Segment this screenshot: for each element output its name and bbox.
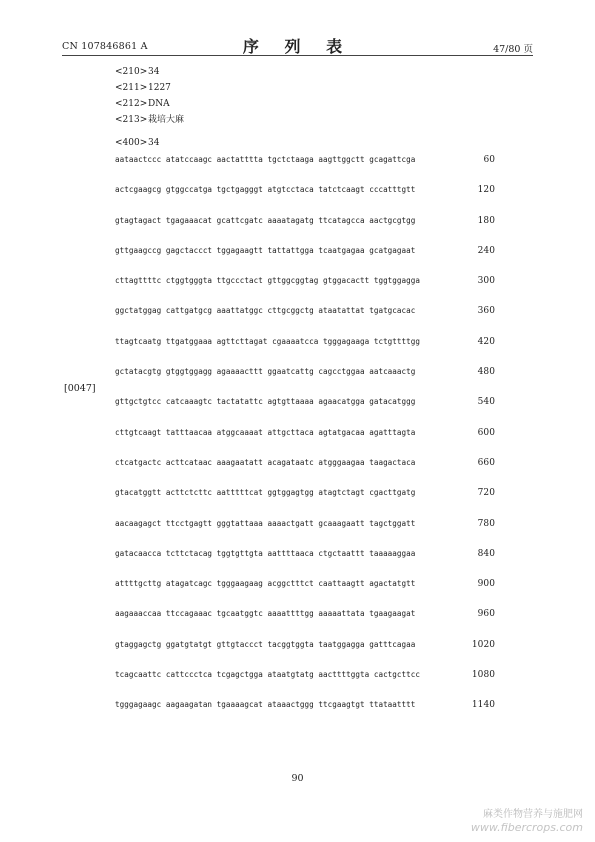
seq-code: <400> [115,138,148,148]
sequence-row [115,549,495,579]
sequence-position: 180 [477,215,495,226]
seq-id: 34 [148,138,160,148]
watermark-url: www.fibercrops.com [470,821,583,834]
sequence-row [115,397,495,427]
meta-row [115,112,184,128]
sequence-position: 120 [477,185,495,196]
sequence-row [115,640,495,670]
sequence-text: gtacatggtt acttctcttc aatttttcat ggtggagtgg atagtctagt cgacttgatg [115,488,416,498]
sequence-position: 840 [477,548,495,559]
sequence-position: 1020 [471,639,495,650]
meta-value: 栽培大麻 [148,115,185,125]
sequence-row [115,216,495,246]
sequence-listing [115,155,495,731]
sequence-row [115,488,495,518]
sequence-row [115,458,495,488]
sequence-row [115,185,495,215]
paragraph-tag: [0047] [64,383,96,394]
sequence-position: 1080 [471,670,495,681]
sequence-position: 960 [477,609,495,620]
sequence-position: 780 [477,518,495,529]
sequence-text: gctatacgtg gtggtggagg agaaaacttt ggaatcattg cagcctggaa aatcaaactg [115,367,416,377]
sequence-position: 1140 [471,700,495,711]
sequence-row [115,337,495,367]
sequence-position: 900 [477,579,495,590]
sequence-text: gttgctgtcc catcaaagtc tactatattc agtgttaaaa agaacatgga gatacatggg [115,397,416,407]
meta-row [115,64,184,80]
sequence-position: 720 [477,488,495,499]
sequence-row [115,670,495,700]
watermark-title: 麻类作物营养与施肥网 [483,809,583,820]
sequence-text: gatacaacca tcttctacag tggtgttgta aattttaaca ctgctaattt taaaaaggaa [115,548,416,558]
sequence-text: tcagcaattc cattccctca tcgagctgga ataatgtatg aacttttggta cactgcttcc [115,670,421,680]
sequence-text: tgggagaagc aagaagatan tgaaaagcat ataaactggg ttcgaagtgt ttataatttt [115,700,416,710]
meta-code: <213> [115,115,148,125]
sequence-text: gtaggagctg ggatgtatgt gttgtaccct tacggtggta taatggagga gatttcagaa [115,639,416,649]
header-rule [62,55,533,56]
meta-code: <211> [115,83,148,93]
sequence-row [115,428,495,458]
sequence-text: actcgaagcg gtggccatga tgctgagggt atgtcctaca tatctcaagt cccatttgtt [115,185,416,195]
sequence-text: ttagtcaatg ttgatggaaa agttcttagat cgaaaatcca tgggagaaga tctgttttgg [115,336,421,346]
meta-code: <210> [115,67,148,77]
sequence-position: 420 [477,336,495,347]
sequence-position: 360 [477,306,495,317]
sequence-position: 60 [483,155,495,165]
page-number: 90 [291,773,304,784]
meta-value: DNA [148,99,170,109]
sequence-text: gttgaagccg gagctaccct tggagaagtt tattattgga tcaatgagaa gcatgagaat [115,245,416,255]
meta-value: 34 [148,67,160,77]
meta-code: <212> [115,99,148,109]
sequence-text: gtagtagact tgagaaacat gcattcgatc aaaatagatg ttcatagcca aactgcgtgg [115,215,416,225]
sequence-row [115,246,495,276]
sequence-row [115,519,495,549]
sequence-position: 300 [477,276,495,287]
sequence-text: cttgtcaagt tatttaacaa atggcaaaat attgcttaca agtatgacaa agatttagta [115,427,416,437]
watermark [471,808,583,834]
meta-value: 1227 [148,83,171,93]
sequence-text: ggctatggag cattgatgcg aaattatggc cttgcggctg ataatattat tgatgcacac [115,306,416,316]
sequence-position: 240 [477,245,495,256]
sequence-row [115,609,495,639]
sequence-text: aataactccc atatccaagc aactatttta tgctctaaga aagttggctt gcagattcga [115,155,416,164]
meta-row [115,96,184,112]
sequence-position: 540 [477,397,495,408]
sequence-row [115,276,495,306]
sequence-position: 660 [477,457,495,468]
sequence-text: attttgcttg atagatcagc tgggaagaag acggctttct caattaagtt agactatgtt [115,579,416,589]
sequence-row [115,367,495,397]
sequence-row [115,155,495,185]
meta-row [115,80,184,96]
sequence-text: aagaaaccaa ttccagaaac tgcaatggtc aaaattttgg aaaaattata tgaagaagat [115,609,416,619]
page-counter: 47/80 页 [493,44,533,55]
sequence-metadata [115,64,184,128]
page-title: 序 列 表 [242,37,353,56]
patent-number: CN 107846861 A [62,41,148,52]
sequence-header [115,138,159,148]
sequence-text: ctcatgactc acttcataac aaagaatatt acagataatc atgggaagaa taagactaca [115,457,416,467]
sequence-row [115,306,495,336]
sequence-row [115,579,495,609]
sequence-text: aacaagagct ttcctgagtt gggtattaaa aaaactgatt gcaaagaatt tagctggatt [115,518,416,528]
sequence-position: 600 [477,427,495,438]
sequence-text: cttagttttc ctggtgggta ttgccctact gttggcggtag gtggacactt tggtggagga [115,276,421,286]
sequence-position: 480 [477,367,495,378]
sequence-row [115,700,495,730]
